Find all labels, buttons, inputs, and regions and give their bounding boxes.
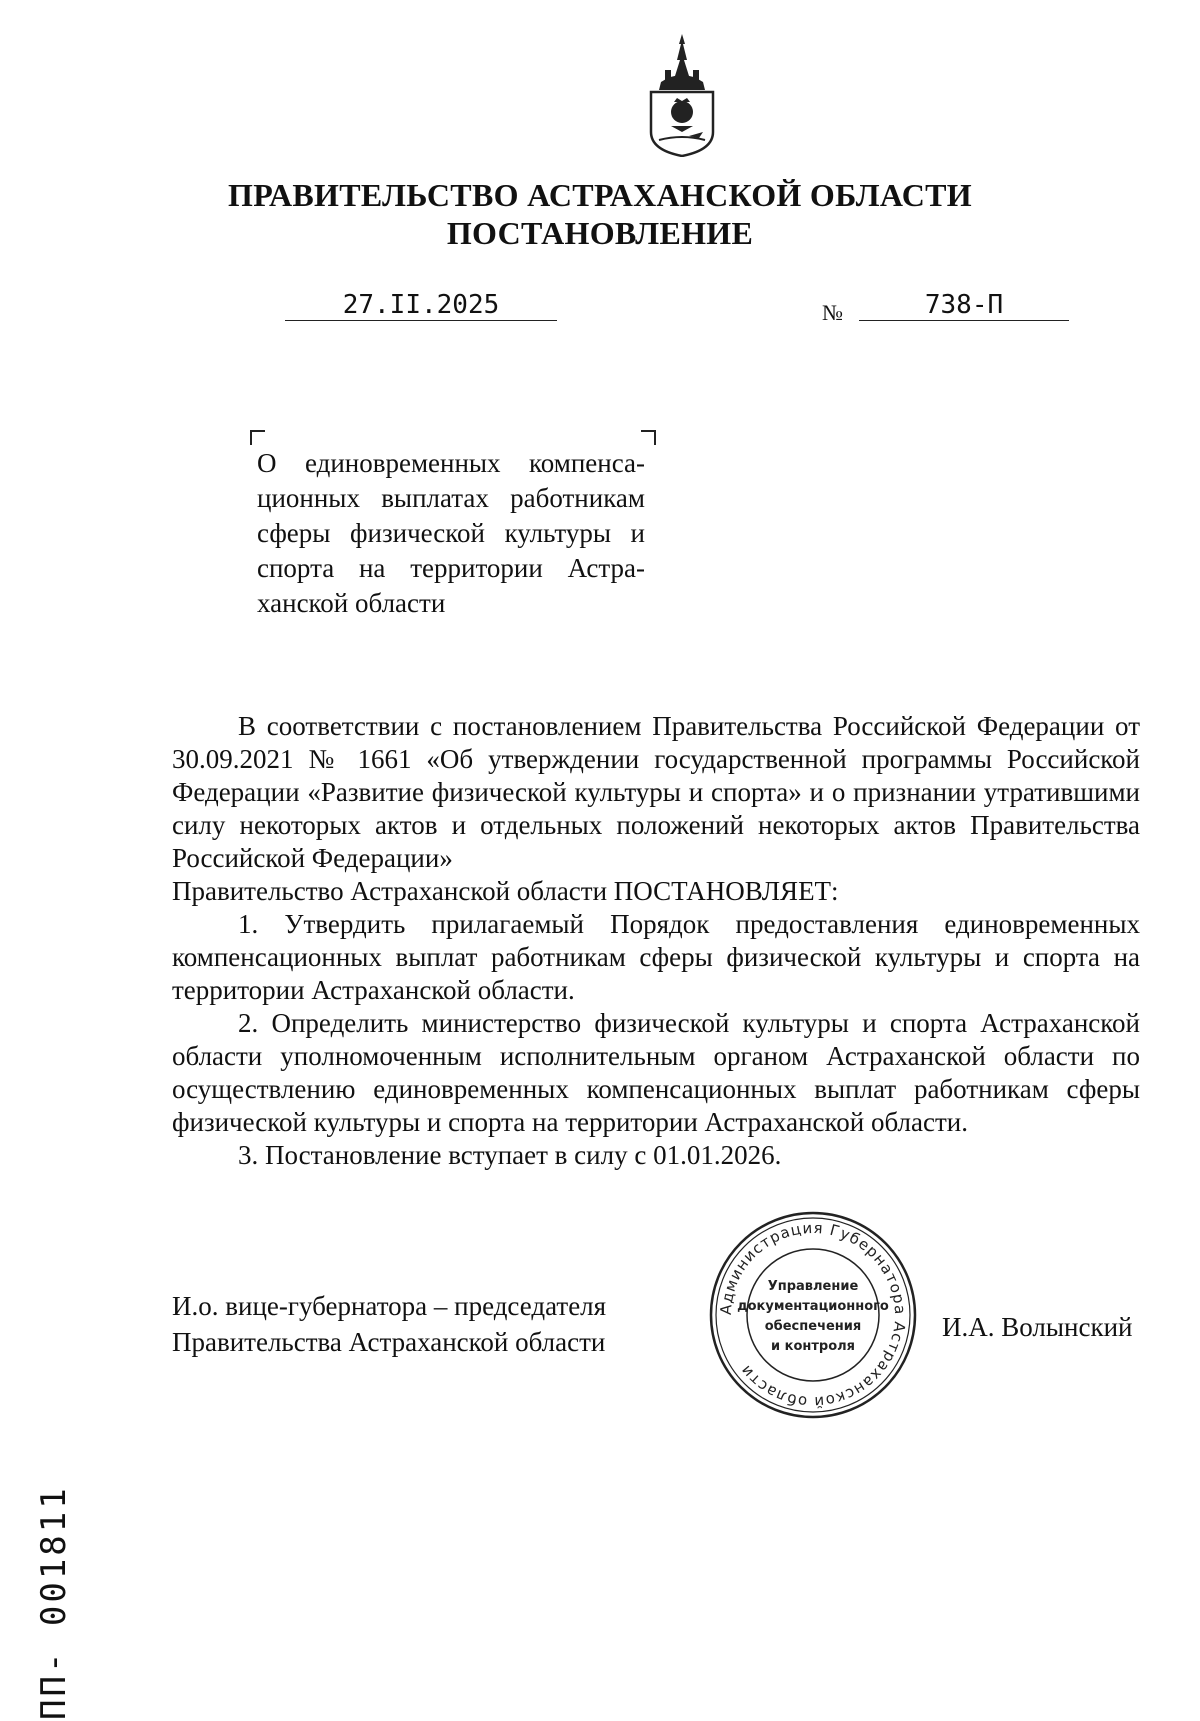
signatory-name: И.А. Волынский: [942, 1312, 1133, 1342]
date-underline: [285, 320, 557, 321]
org-title: ПРАВИТЕЛЬСТВО АСТРАХАНСКОЙ ОБЛАСТИ: [228, 177, 972, 213]
signatory-position-line: И.о. вице-губернатора – председателя: [172, 1291, 607, 1321]
coat-of-arms-icon: [641, 32, 723, 157]
stamp-center-line: документационного: [737, 1299, 889, 1314]
subject-line: ционных выплатах работникам: [257, 483, 645, 513]
svg-text:Администрация Губернатора Астр: [717, 1219, 909, 1411]
stamp-center-line: Управление: [767, 1279, 859, 1294]
signatory-position: [172, 1288, 606, 1360]
stamp-center-line: обеспечения: [764, 1319, 862, 1334]
document-number: 738-П: [924, 290, 1004, 320]
document-type: ПОСТАНОВЛЕНИЕ: [446, 215, 754, 251]
signatory-position-line: Правительства Астраханской области: [172, 1327, 606, 1357]
clause-3: 3. Постановление вступает в силу с 01.01.2026.: [238, 1140, 782, 1170]
subject-corner-left: [250, 430, 265, 445]
document-subject: [257, 446, 645, 621]
official-stamp: [708, 1210, 918, 1420]
clause-1: 1. Утвердить прилагаемый Порядок предоставления единовременных компенсационных выплат работникам сферы физической культуры и спорта на территории Астраханской области.: [172, 909, 1140, 1005]
subject-line: спорта на территории Астра-: [257, 553, 645, 583]
stamp-center-line: и контроля: [770, 1339, 856, 1354]
resolves-line: Правительство Астраханской области ПОСТАНОВЛЯЕТ:: [172, 876, 839, 906]
document-body: [172, 710, 1140, 1172]
preamble-paragraph: В соответствии с постановлением Правительства Российской Федерации от 30.09.2021 № 1661 «Об утверждении государственной программы Российской Федерации «Развитие физической культуры и спорта» и о признании утратившими силу некоторых актов и отдельных положений некоторых актов Правительства Российской Федерации»: [172, 711, 1140, 873]
document-date: 27.II.2025: [342, 290, 500, 320]
subject-line: О единовременных компенса-: [257, 448, 645, 478]
side-registration-code: ПП- 001811: [34, 1485, 74, 1720]
stamp-outer-text: Администрация Губернатора Астраханской области: [716, 1218, 910, 1412]
number-sign: №: [822, 300, 843, 325]
subject-line: сферы физической культуры и: [257, 518, 645, 548]
subject-corner-right: [641, 430, 656, 445]
number-underline: [859, 320, 1069, 321]
clause-2: 2. Определить министерство физической культуры и спорта Астраханской области уполномоченным исполнительным органом Астраханской области по осуществлению единовременных компенсационных выплат работникам сферы физической культуры и спорта на территории Астраханской области.: [172, 1008, 1140, 1137]
subject-line: ханской области: [257, 588, 446, 618]
